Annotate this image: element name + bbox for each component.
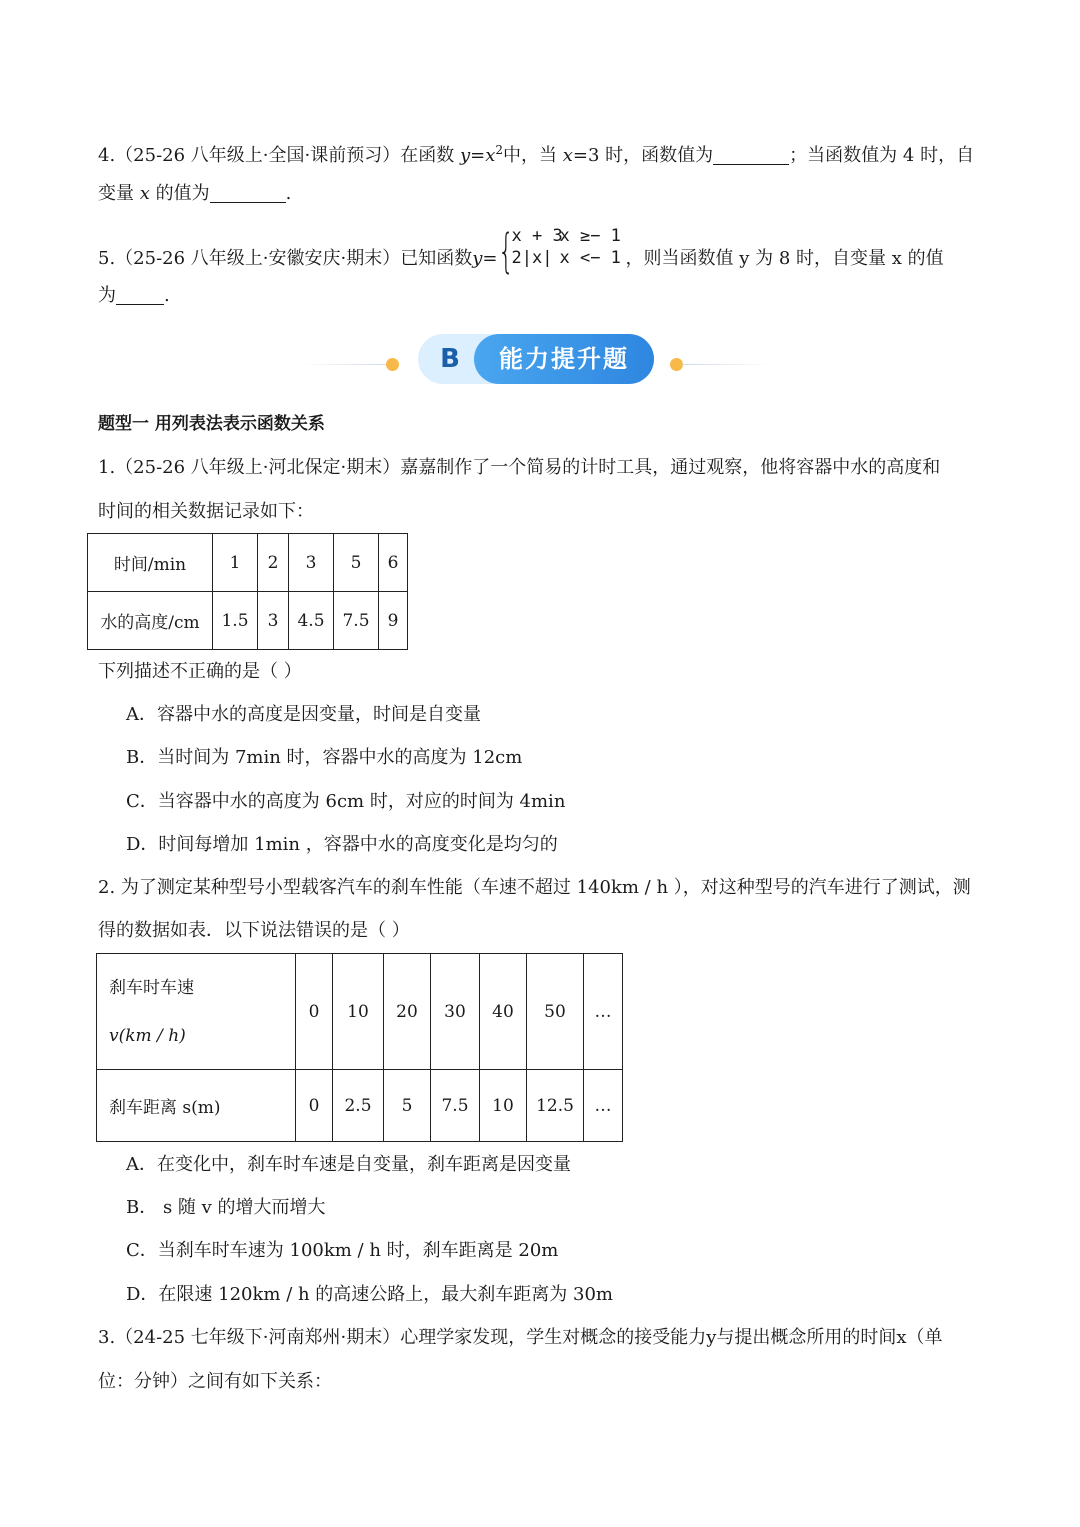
p2-option-b[interactable]: B． s 随 v 的增大而增大 [126, 1197, 326, 1218]
q4-line-1: 4.（25-26 八年级上·全国·课前预习）在函数 $y=x^2$中，当 x=3 时，函数值为 ；当函数值为 4 时，自 [98, 143, 975, 166]
q5-line-2: 为 . [98, 285, 170, 306]
q4-func-y: y [459, 145, 471, 166]
table-row [97, 1070, 623, 1142]
p3-line-1: 3.（24-25 七年级下·河南郑州·期末）心理学家发现，学生对概念的接受能力y与提出概念所用的时间x（单 [98, 1327, 943, 1348]
table-cell: 6 [379, 534, 408, 592]
table-row [88, 592, 408, 650]
table-header-cell: 刹车距离 s(m) [97, 1070, 296, 1142]
section-banner [290, 330, 770, 390]
banner-pill [418, 334, 654, 384]
table-row [97, 954, 623, 1070]
table-cell: 1 [213, 534, 258, 592]
banner-line-left [300, 364, 390, 365]
table-cell: 30 [431, 954, 480, 1070]
table-cell: 50 [527, 954, 584, 1070]
q5-line-1: 5.（25-26 八年级上·安徽安庆·期末）已知函数y= { x + 3 x ≥− 1 2|x| x <− 1 ，则当函数值 y 为 8 时，自变量 x 的值 [98, 224, 944, 278]
table-cell: 9 [379, 592, 408, 650]
p1-option-d[interactable]: D．时间每增加 1min ，容器中水的高度变化是均匀的 [126, 834, 558, 855]
table-header-cell: 水的高度/cm [88, 592, 213, 650]
p1-line-1: 1.（25-26 八年级上·河北保定·期末）嘉嘉制作了一个简易的计时工具，通过观察，他将容器中水的高度和 [98, 457, 941, 478]
table-cell: 7.5 [431, 1070, 480, 1142]
p2-option-d[interactable]: D．在限速 120km / h 的高速公路上，最大刹车距离为 30m [126, 1284, 614, 1305]
table-cell: 0 [296, 954, 333, 1070]
table-cell: 12.5 [527, 1070, 584, 1142]
table-header-cell: 时间/min [88, 534, 213, 592]
p2-option-c[interactable]: C．当刹车时车速为 100km / h 时，刹车距离是 20m [126, 1240, 559, 1261]
table-header-cell: 刹车时车速 v(km / h) [97, 954, 296, 1070]
q4-func-x: x [485, 145, 496, 166]
table-cell: 5 [334, 534, 379, 592]
p1-option-b[interactable]: B．当时间为 7min 时，容器中水的高度为 12cm [126, 747, 523, 768]
table-cell: 10 [480, 1070, 527, 1142]
section-title: 题型一 用列表法表示函数关系 [98, 414, 325, 434]
p1-table [87, 533, 408, 650]
p2-line-2: 得的数据如表．以下说法错误的是（ ） [98, 920, 410, 941]
table-cell: 3 [258, 592, 289, 650]
table-cell: 1.5 [213, 592, 258, 650]
banner-line-right [682, 364, 770, 365]
table-cell: 10 [333, 954, 384, 1070]
p1-line-2: 时间的相关数据记录如下： [98, 501, 314, 522]
table-cell: 2.5 [333, 1070, 384, 1142]
p3-line-2: 位：分钟）之间有如下关系： [98, 1371, 332, 1392]
table-cell: 2 [258, 534, 289, 592]
table-cell: 0 [296, 1070, 333, 1142]
answer-blank-3[interactable] [116, 286, 164, 305]
p2-option-a[interactable]: A．在变化中，刹车时车速是自变量，刹车距离是因变量 [126, 1154, 571, 1175]
banner-letter: B [440, 344, 460, 374]
answer-blank-2[interactable] [210, 184, 286, 203]
p1-option-c[interactable]: C．当容器中水的高度为 6cm 时，对应的时间为 4min [126, 791, 566, 812]
table-cell: 3 [289, 534, 334, 592]
p2-table [96, 953, 623, 1142]
table-cell: 5 [384, 1070, 431, 1142]
table-cell: … [584, 1070, 623, 1142]
table-row [88, 534, 408, 592]
table-cell: 20 [384, 954, 431, 1070]
banner-label: 能力提升题 [474, 334, 654, 384]
p1-question: 下列描述不正确的是（ ） [98, 661, 302, 682]
table-cell: … [584, 954, 623, 1070]
p1-option-a[interactable]: A．容器中水的高度是因变量，时间是自变量 [126, 704, 481, 725]
table-cell: 4.5 [289, 592, 334, 650]
p2-line-1: 2. 为了测定某种型号小型载客汽车的刹车性能（车速不超过 140km / h ），对这种型号的汽车进行了测试，测 [98, 877, 971, 898]
answer-blank-1[interactable] [713, 146, 789, 165]
table-cell: 7.5 [334, 592, 379, 650]
banner-dot-left [386, 358, 399, 371]
q4-line-2: 变量 x 的值为 . [98, 183, 292, 204]
table-cell: 40 [480, 954, 527, 1070]
piecewise-function: { x + 3 x ≥− 1 2|x| x <− 1 [497, 224, 621, 278]
